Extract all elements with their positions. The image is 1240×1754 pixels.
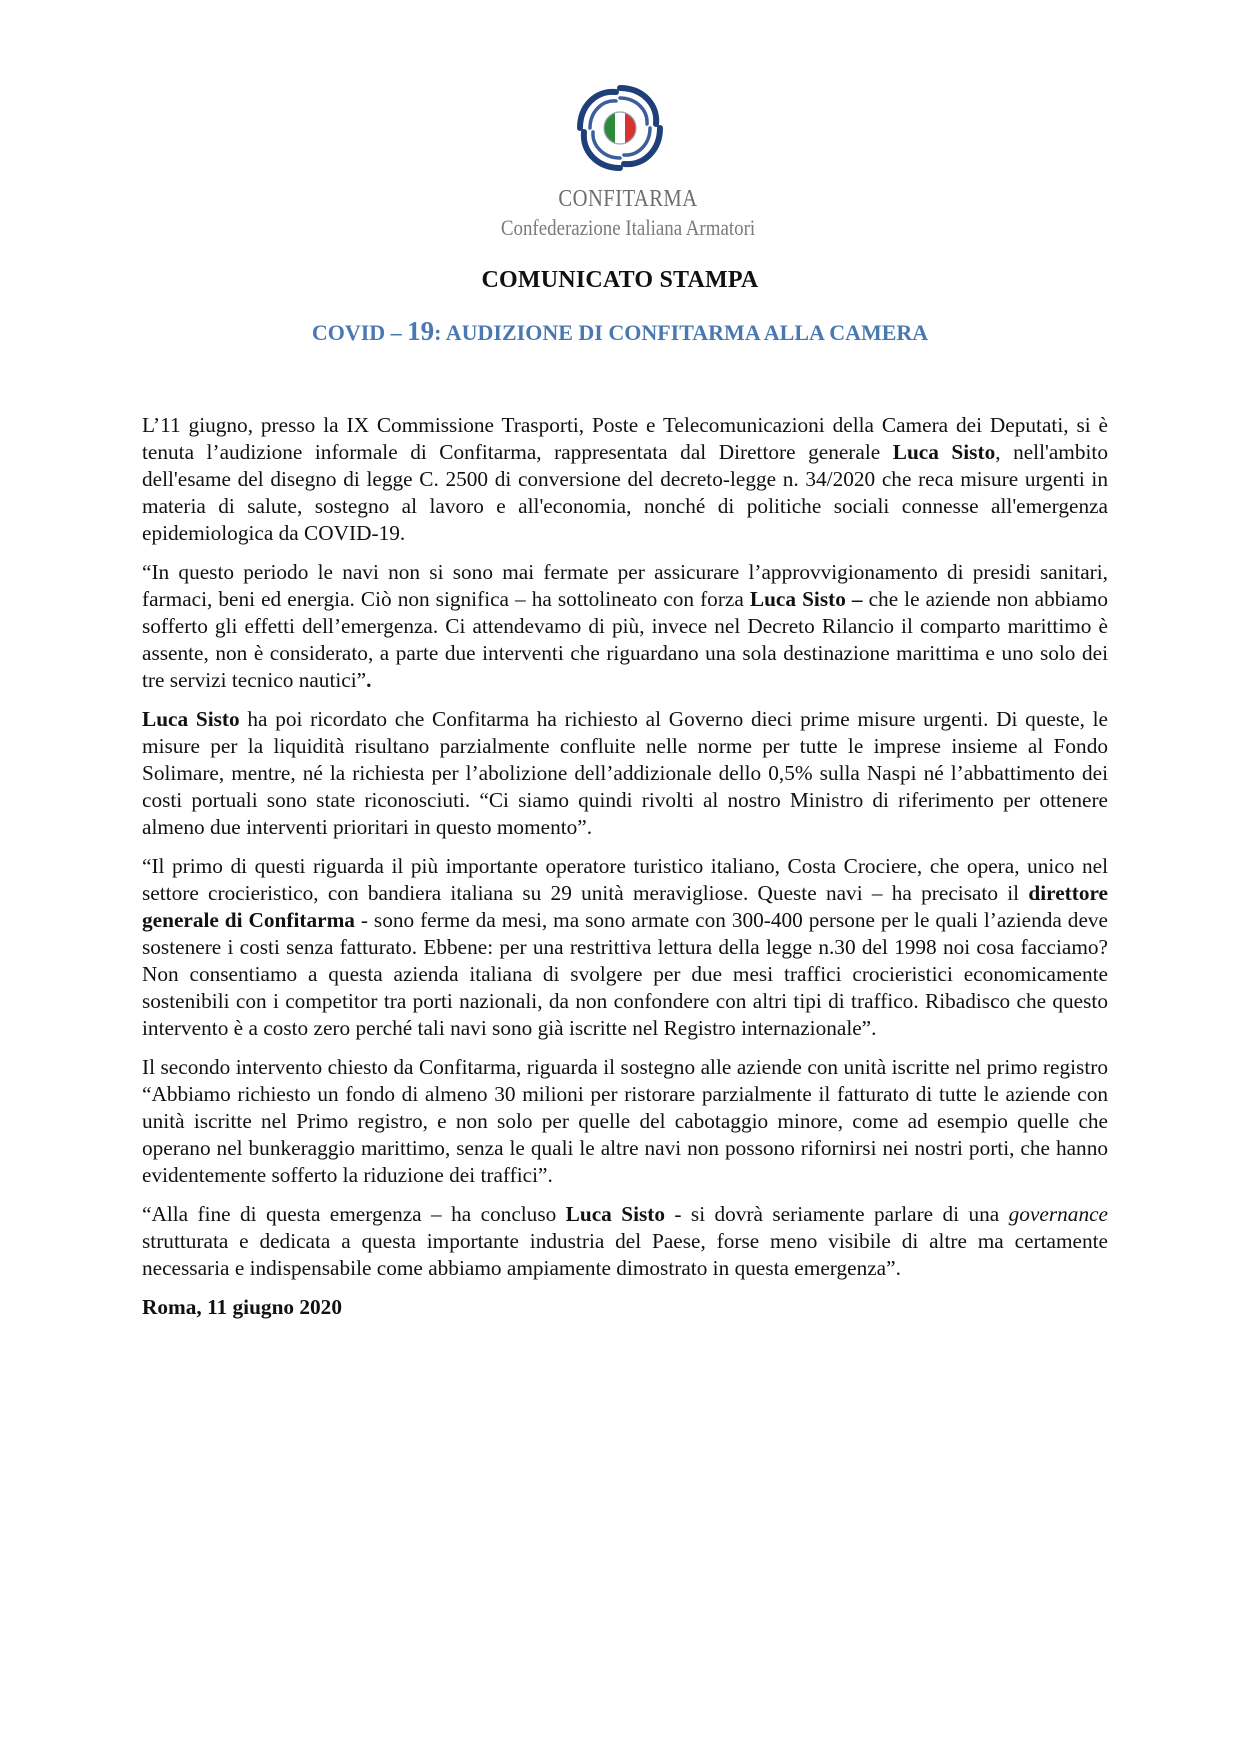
paragraph-1 — [142, 412, 1108, 547]
confitarma-emblem-icon — [572, 80, 668, 176]
text-run: L’11 giugno, presso la IX Commissione Trasporti, Poste e Telecomunicazioni della Camera dei Deputati, si è tenuta l’audizione informale di Confitarma, rappresentata dal Direttore generale — [142, 413, 1108, 464]
text-run: “In questo periodo le navi non si sono mai fermate per assicurare l’approvvigionamento di presidi sanitari, farmaci, beni ed energia. Ciò non significa – ha sottolineato con forza — [142, 560, 1108, 611]
text-run: ha poi ricordato che Confitarma ha richiesto al Governo dieci prime misure urgenti. Di queste, le misure per la liquidità risultano parzialmente confluite nelle norme per tutte le imprese insieme al Fondo Solimare, mentre, né la richiesta per l’abolizione dell’addizionale dello 0,5% sulla Naspi né l’abbattimento dei costi portuali sono state riconosciuti. “Ci siamo quindi rivolti al nostro Ministro di riferimento per ottenere almeno due interventi prioritari in questo momento”. — [142, 707, 1108, 839]
bold-name: Luca Sisto – — [749, 587, 863, 611]
text-run: Il secondo intervento chiesto da Confitarma, riguarda il sostegno alle aziende con unità iscritte nel primo registro “Abbiamo richiesto un fondo di almeno 30 milioni per ristorare parzialmente il fatturato di tutte le aziende con unità iscritte nel Primo registro, e non solo per quelle del cabotaggio minore, come ad esempio quelle che operano nel bunkeraggio marittimo, senza le quali le altre navi non possono rifornirsi nei nostri porti, che hanno evidentemente sofferto la riduzione dei traffici”. — [142, 1055, 1108, 1187]
logo-name: CONFITARMA — [558, 186, 698, 212]
paragraph-6 — [142, 1201, 1108, 1282]
subheading-part-2: 19 — [407, 316, 435, 346]
text-run: , nell'ambito dell'esame del disegno di legge C. 2500 di conversione del decreto-legge n. 34/2020 che reca misure urgenti in materia di salute, sostegno al lavoro e all'economia, nonché di politiche sociali connesse all'emergenza epidemiologica da COVID-19. — [142, 440, 1108, 545]
paragraph-2 — [142, 559, 1108, 694]
logo-subtitle: Confederazione Italiana Armatori — [500, 215, 756, 240]
document-heading: COMUNICATO STAMPA — [481, 267, 759, 293]
document-body — [142, 412, 1108, 1333]
paragraph-4 — [142, 853, 1108, 1042]
text-run: - si dovrà seriamente parlare di una — [665, 1202, 1009, 1226]
text-run: che le aziende non abbiamo sofferto gli effetti dell’emergenza. Ci attendevamo di più, invece nel Decreto Rilancio il comparto marittimo è assente, non è considerato, a parte due interventi che riguardano una sola destinazione marittima e uno solo dei tre servizi tecnico nautici” — [142, 587, 1108, 692]
bold-period: . — [366, 668, 372, 692]
bold-name: Luca Sisto — [565, 1202, 666, 1226]
subheading-part-1: COVID – — [311, 320, 408, 345]
document-subheading — [0, 316, 1240, 347]
bold-name: Luca Sisto — [892, 440, 996, 464]
paragraph-3 — [142, 706, 1108, 841]
paragraph-5 — [142, 1054, 1108, 1189]
bold-title: direttore generale di Confitarma — [142, 881, 1108, 932]
text-run: strutturata e dedicata a questa importante industria del Paese, forse meno visibile di altre ma certamente necessaria e indispensabile come abbiamo ampiamente dimostrato in questa emergenza”. — [142, 1229, 1108, 1280]
signoff: Roma, 11 giugno 2020 — [142, 1295, 342, 1319]
confitarma-logo — [0, 80, 1240, 241]
bold-name: Luca Sisto — [142, 707, 240, 731]
text-run: “Alla fine di questa emergenza – ha concluso — [142, 1202, 566, 1226]
text-run: “Il primo di questi riguarda il più importante operatore turistico italiano, Costa Crociere, che opera, unico nel settore crocieristico, con bandiera italiana su 29 unità meravigliose. Queste navi – ha precisato il — [142, 854, 1108, 905]
text-run: - sono ferme da mesi, ma sono armate con 300-400 persone per le quali l’azienda deve sostenere i costi senza fatturato. Ebbene: per una restrittiva lettura della legge n.30 del 1998 noi cosa facciamo? Non consentiamo a questa azienda italiana di svolgere per due mesi traffici crocieristici economicamente sostenibili con i competitor tra porti nazionali, da non confondere con altri tipi di traffico. Ribadisco che questo intervento è a costo zero perché tali navi sono già iscritte nel Registro internazionale”. — [142, 908, 1109, 1040]
italic-term: governance — [1008, 1202, 1108, 1226]
subheading-part-3: : AUDIZIONE DI CONFITARMA ALLA CAMERA — [434, 320, 929, 345]
